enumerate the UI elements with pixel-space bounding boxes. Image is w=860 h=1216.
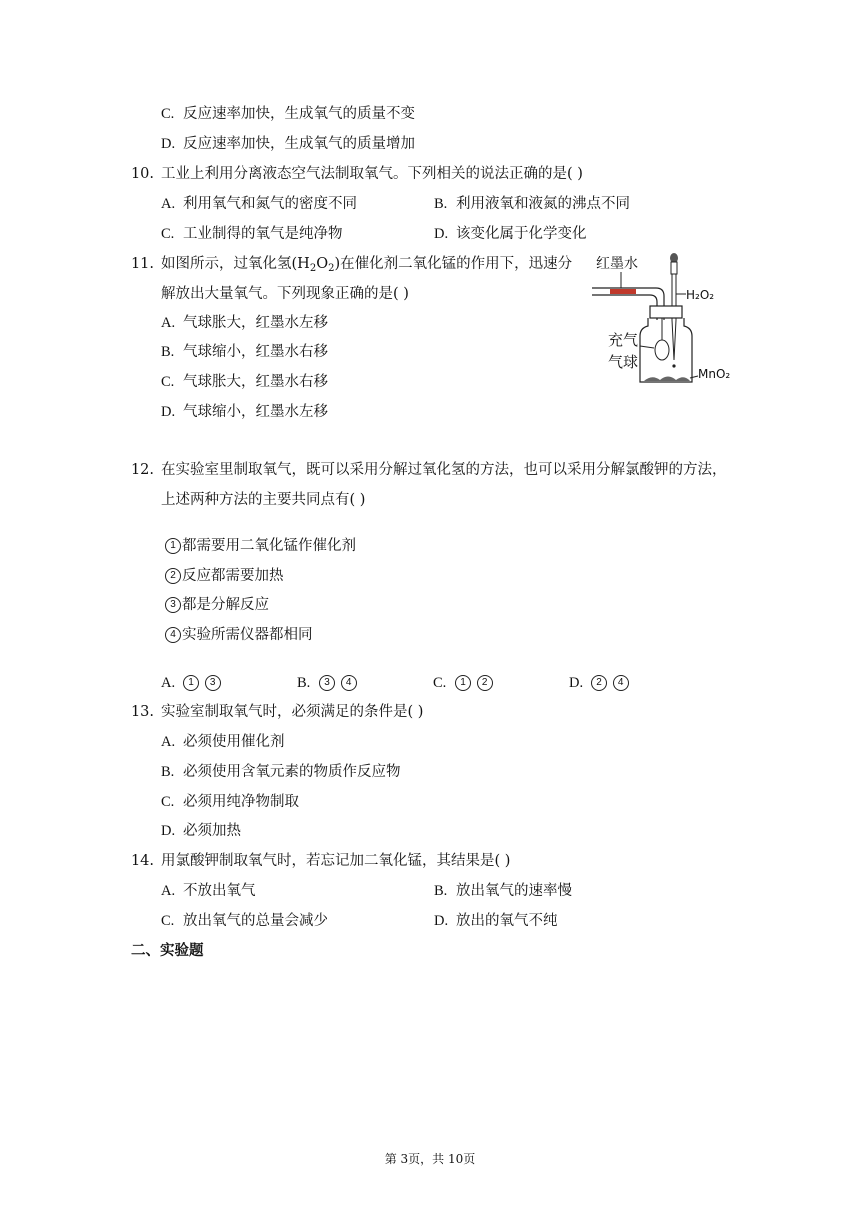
drop [672,364,675,367]
q10-option-d: D. 该变化属于化学变化 [434,226,587,242]
q14-option-b: B. 放出氧气的速率慢 [434,883,572,899]
q11-stem-line2: 解放出大量氧气。下列现象正确的是( ) [161,286,409,302]
q11-option-c: C. 气球胀大，红墨水右移 [161,374,328,390]
q14-stem: 用氯酸钾制取氧气时，若忘记加二氧化锰，其结果是( ) [161,853,511,869]
mno2-powder [644,377,690,382]
q11-option-a: A. 气球胀大，红墨水左移 [161,315,328,331]
q13-option-d: D. 必须加热 [161,823,241,839]
q13-option-b: B. 必须使用含氧元素的物质作反应物 [161,764,401,780]
dropper-neck [671,262,677,274]
q13-option-c: C. 必须用纯净物制取 [161,794,299,810]
q11-number: 11. [130,256,154,272]
q12-item-3: 3 都是分解反应 [165,595,269,615]
label-mno2: MnO₂ [698,367,731,381]
balloon-pointer [640,346,654,348]
q14-option-a: A. 不放出氧气 [161,883,256,899]
q11-option-d: D. 气球缩小，红墨水左移 [161,404,328,420]
label-balloon-1: 充气 [608,331,639,349]
q10-option-a: A. 利用氧气和氮气的密度不同 [161,196,357,212]
page-footer: 第 3页，共 10页 [384,1152,476,1166]
q10-option-b: B. 利用液氧和液氮的沸点不同 [434,196,630,212]
q12-item-4: 4 实验所需仪器都相同 [165,625,313,645]
q9-option-d: D. 反应速率加快，生成氧气的质量增加 [161,136,415,152]
q9-option-c: C. 反应速率加快，生成氧气的质量不变 [161,106,415,122]
q12-item-1: 1 都需要用二氧化锰作催化剂 [165,536,356,556]
q12-option-d: D. 2 4 [569,673,630,693]
q11-stem-line1: 如图所示，过氧化氢$(H_2O_2)$在催化剂二氧化锰的作用下，迅速分 [161,256,573,274]
q10-option-c: C. 工业制得的氧气是纯净物 [161,226,343,242]
q14-number: 14. [130,853,154,869]
q12-option-b: B. 3 4 [297,673,358,693]
q13-option-a: A. 必须使用催化剂 [161,734,285,750]
balloon [655,340,669,360]
stopper [650,306,682,318]
q12-number: 12. [130,462,154,478]
label-balloon-2: 气球 [608,353,639,371]
q10-stem: 工业上利用分离液态空气法制取氧气。下列相关的说法正确的是( ) [161,166,583,182]
q13-stem: 实验室制取氧气时，必须满足的条件是( ) [161,704,424,720]
q13-number: 13. [130,704,154,720]
q10-number: 10. [130,166,154,182]
q12-item-2: 2 反应都需要加热 [165,566,284,586]
mno2-pointer [690,376,698,378]
label-h2o2: H₂O₂ [686,288,715,302]
q12-option-a: A. 1 3 [161,673,222,693]
q14-option-d: D. 放出的氧气不纯 [434,913,558,929]
q12-stem-line2: 上述两种方法的主要共同点有( ) [161,492,366,508]
q11-option-b: B. 气球缩小，红墨水右移 [161,344,328,360]
q12-stem-line1: 在实验室里制取氧气，既可以采用分解过氧化氢的方法，也可以采用分解氯酸钾的方法， [161,462,727,478]
red-ink-drop [610,289,636,294]
section-title: 二、实验题 [131,943,204,959]
q14-option-c: C. 放出氧气的总量会减少 [161,913,328,929]
label-red-ink: 红墨水 [596,256,638,272]
dropper-tip [672,320,676,360]
q12-option-c: C. 1 2 [433,673,494,693]
